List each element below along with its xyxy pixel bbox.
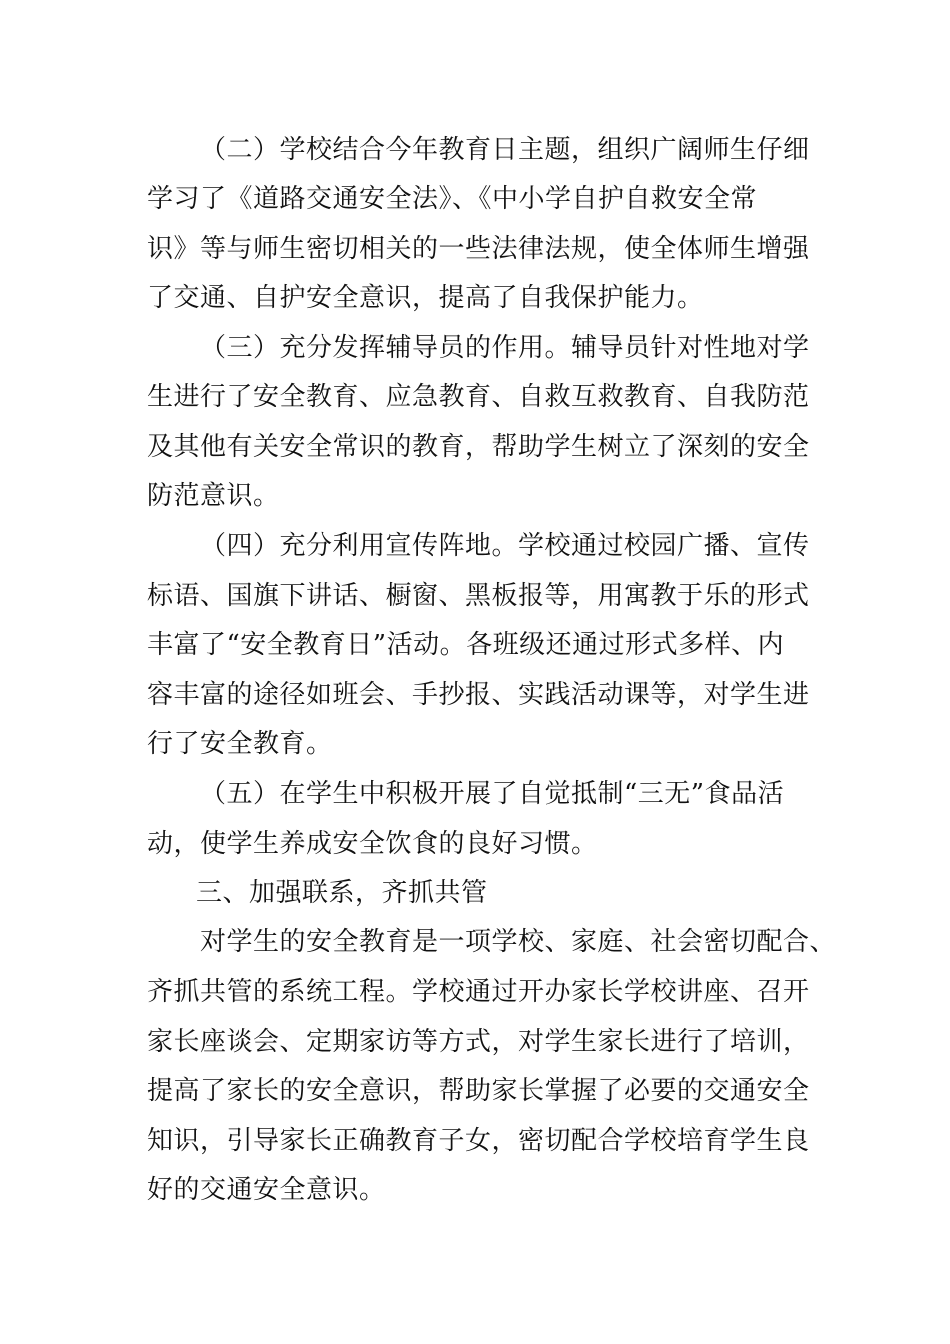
paragraph-4-line-1: （四）充分利用宣传阵地。学校通过校园广播、宣传	[200, 531, 810, 561]
paragraph-5-line-1: （五）在学生中积极开展了自觉抵制“三无”食品活	[200, 779, 785, 809]
paragraph-6-line-5: 知识，引导家长正确教育子女，密切配合学校培育学生良	[147, 1126, 810, 1156]
section-heading: 三、加强联系，齐抓共管	[196, 878, 488, 908]
paragraph-2-line-2: 学习了《道路交通安全法》、《中小学自护自救安全常	[147, 184, 758, 214]
paragraph-4-line-2: 标语、国旗下讲话、橱窗、黑板报等，用寓教于乐的形式	[147, 581, 810, 611]
paragraph-6-line-3: 家长座谈会、定期家访等方式，对学生家长进行了培训，	[147, 1027, 810, 1057]
paragraph-3-line-1: （三）充分发挥辅导员的作用。辅导员针对性地对学	[200, 333, 810, 363]
paragraph-2-line-1: （二）学校结合今年教育日主题，组织广阔师生仔细	[200, 135, 810, 165]
paragraph-4-line-4: 容丰富的途径如班会、手抄报、实践活动课等，对学生进	[147, 680, 810, 710]
paragraph-6-line-2: 齐抓共管的系统工程。学校通过开办家长学校讲座、召开	[147, 977, 810, 1007]
paragraph-3-line-3: 及其他有关安全常识的教育，帮助学生树立了深刻的安全	[147, 432, 810, 462]
paragraph-6-line-6: 好的交通安全意识。	[147, 1175, 386, 1205]
paragraph-4-line-3: 丰富了“安全教育日”活动。各班级还通过形式多样、内	[147, 630, 785, 660]
paragraph-6-line-1: 对学生的安全教育是一项学校、家庭、社会密切配合、	[200, 927, 837, 957]
paragraph-2-line-4: 了交通、自护安全意识，提高了自我保护能力。	[147, 283, 704, 313]
paragraph-5-line-2: 动，使学生养成安全饮食的良好习惯。	[147, 829, 598, 859]
paragraph-4-line-5: 行了安全教育。	[147, 729, 333, 759]
paragraph-2-line-3: 识》等与师生密切相关的一些法律法规，使全体师生增强	[147, 234, 810, 264]
paragraph-6-line-4: 提高了家长的安全意识，帮助家长掌握了必要的交通安全	[147, 1076, 810, 1106]
paragraph-3-line-4: 防范意识。	[147, 481, 280, 511]
paragraph-3-line-2: 生进行了安全教育、应急教育、自救互救教育、自我防范	[147, 382, 810, 412]
